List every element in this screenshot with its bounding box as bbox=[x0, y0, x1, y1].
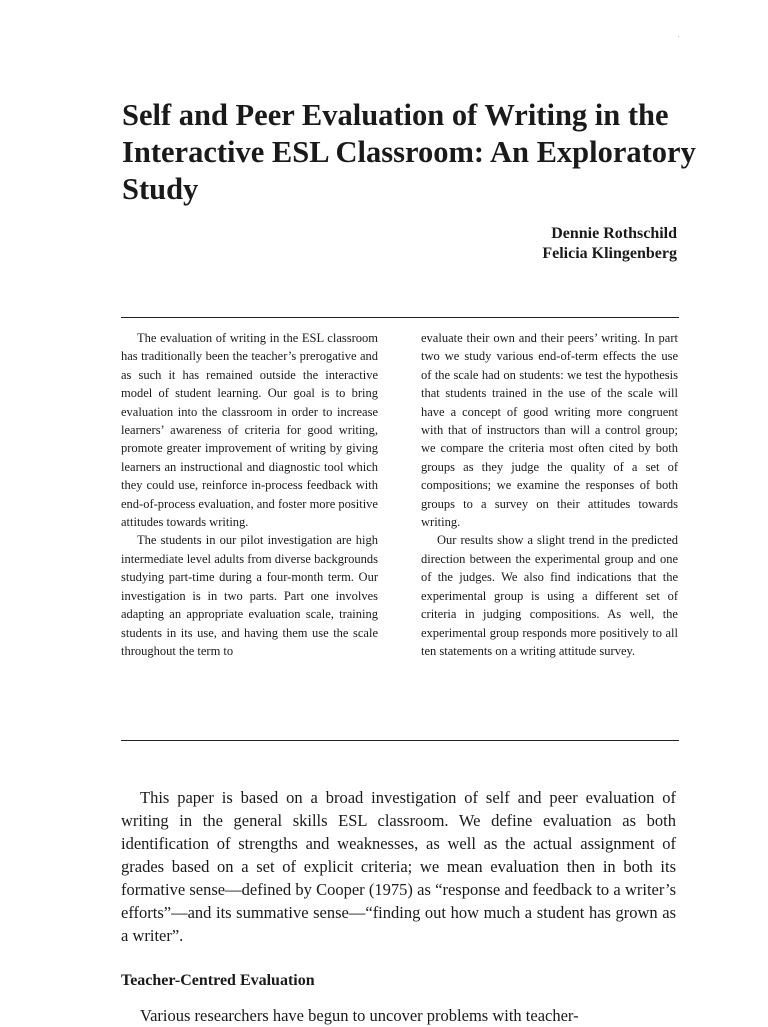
body-text bbox=[121, 786, 676, 947]
abstract-top-rule bbox=[121, 317, 679, 318]
intro-paragraph: This paper is based on a broad investigation of self and peer evaluation of writing in the general skills ESL classroom. We define evaluation as both identification of strengths and weaknesses, as well as the actual assignment of grades based on a set of explicit criteria; we mean evaluation then in both its formative sense—defined by Cooper (1975) as “response and feedback to a writer’s efforts”—and its summative sense—“finding out how much a student has grown as a writer”. bbox=[121, 788, 676, 945]
article-title: Self and Peer Evaluation of Writing in the Interactive ESL Classroom: An Exploratory Study bbox=[122, 98, 696, 206]
abstract-paragraph: The students in our pilot investigation are high intermediate level adults from diverse backgrounds studying part-time during a four-month term. Our investigation is in two parts. Part one involves adapting an appropriate evaluation scale, training students in its use, and having them use the scale throughout the term to bbox=[121, 533, 378, 658]
abstract-right-column bbox=[421, 329, 678, 660]
author-name: Dennie Rothschild bbox=[551, 225, 677, 242]
section-first-line: Various researchers have begun to uncover problems with teacher- bbox=[140, 1006, 579, 1025]
corner-mark: . bbox=[677, 30, 680, 39]
abstract-left-column bbox=[121, 329, 378, 660]
abstract-paragraph: evaluate their own and their peers’ writing. In part two we study various end-of-term effects the use of the scale had on students: we test the hypothesis that students trained in the use of the scale will have a concept of good writing more congruent with that of instructors than will a control group; we compare the criteria most often cited by both groups as they judge the quality of a set of compositions; we examine the responses of both groups to a survey on their attitudes towards writing. bbox=[421, 331, 678, 530]
section-heading: Teacher-Centred Evaluation bbox=[121, 972, 315, 989]
abstract-paragraph: Our results show a slight trend in the predicted direction between the experimental group and one of the judges. We also find indications that the experimental group is using a different set of criteria in judging compositions. As well, the experimental group responds more positively to all ten statements on a writing attitude survey. bbox=[421, 533, 678, 658]
author-name: Felicia Klingenberg bbox=[542, 245, 677, 262]
abstract-bottom-rule bbox=[121, 740, 679, 741]
author-block bbox=[542, 224, 677, 264]
abstract-paragraph: The evaluation of writing in the ESL classroom has traditionally been the teacher’s prerogative and as such it has remained outside the interactive model of student learning. Our goal is to bring evaluation into the classroom in order to increase learners’ awareness of criteria for good writing, promote greater improvement of writing by giving learners an instructional and diagnostic tool which they could use, reinforce in-process feedback with end-of-process evaluation, and foster more positive attitudes towards writing. bbox=[121, 331, 378, 530]
